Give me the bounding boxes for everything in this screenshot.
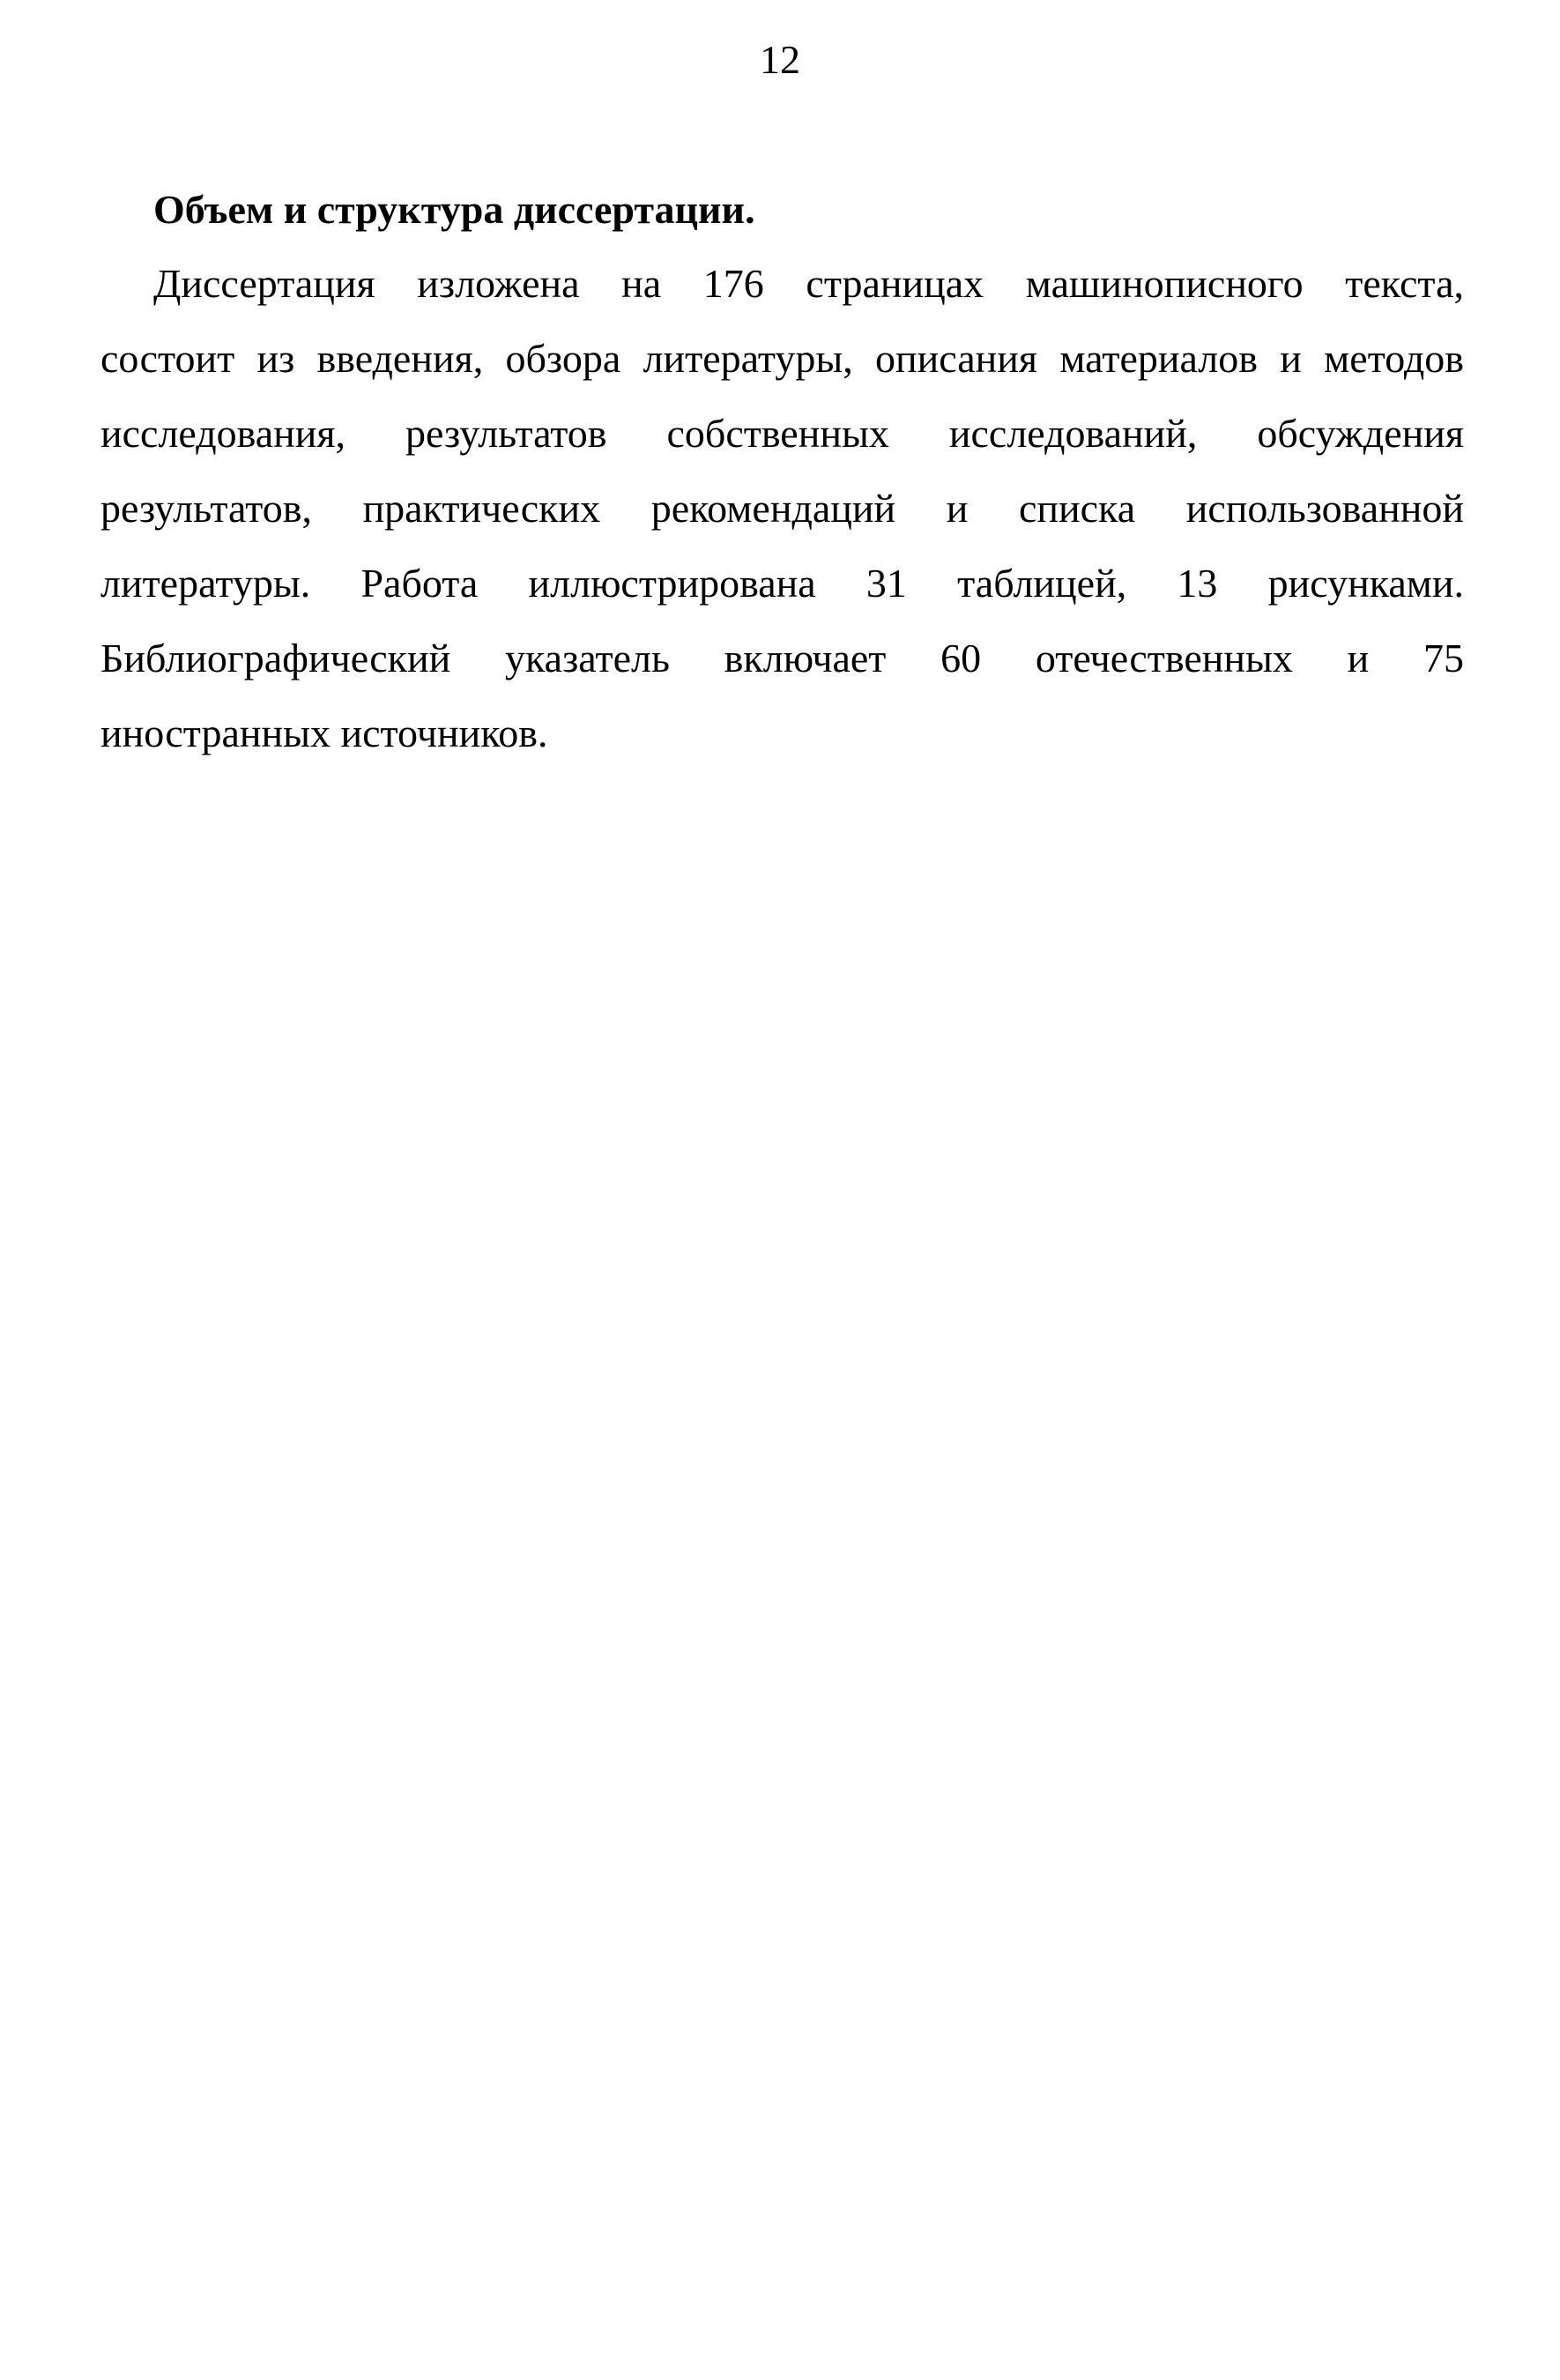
paragraph-line: результатов, практических рекомендаций и списка использованной [100, 486, 1464, 531]
page-number: 12 [760, 37, 800, 82]
section-heading: Объем и структура диссертации. [153, 187, 755, 232]
paragraph-line: иностранных источников. [100, 710, 548, 755]
paragraph-line: литературы. Работа иллюстрирована 31 таблицей, 13 рисунками. [100, 561, 1464, 606]
paragraph-line: Диссертация изложена на 176 страницах машинописного текста, [153, 261, 1464, 306]
paragraph-line: исследования, результатов собственных исследований, обсуждения [100, 411, 1464, 456]
paragraph-line: состоит из введения, обзора литературы, описания материалов и методов [100, 336, 1464, 381]
paragraph-line: Библиографический указатель включает 60 отечественных и 75 [100, 636, 1464, 681]
